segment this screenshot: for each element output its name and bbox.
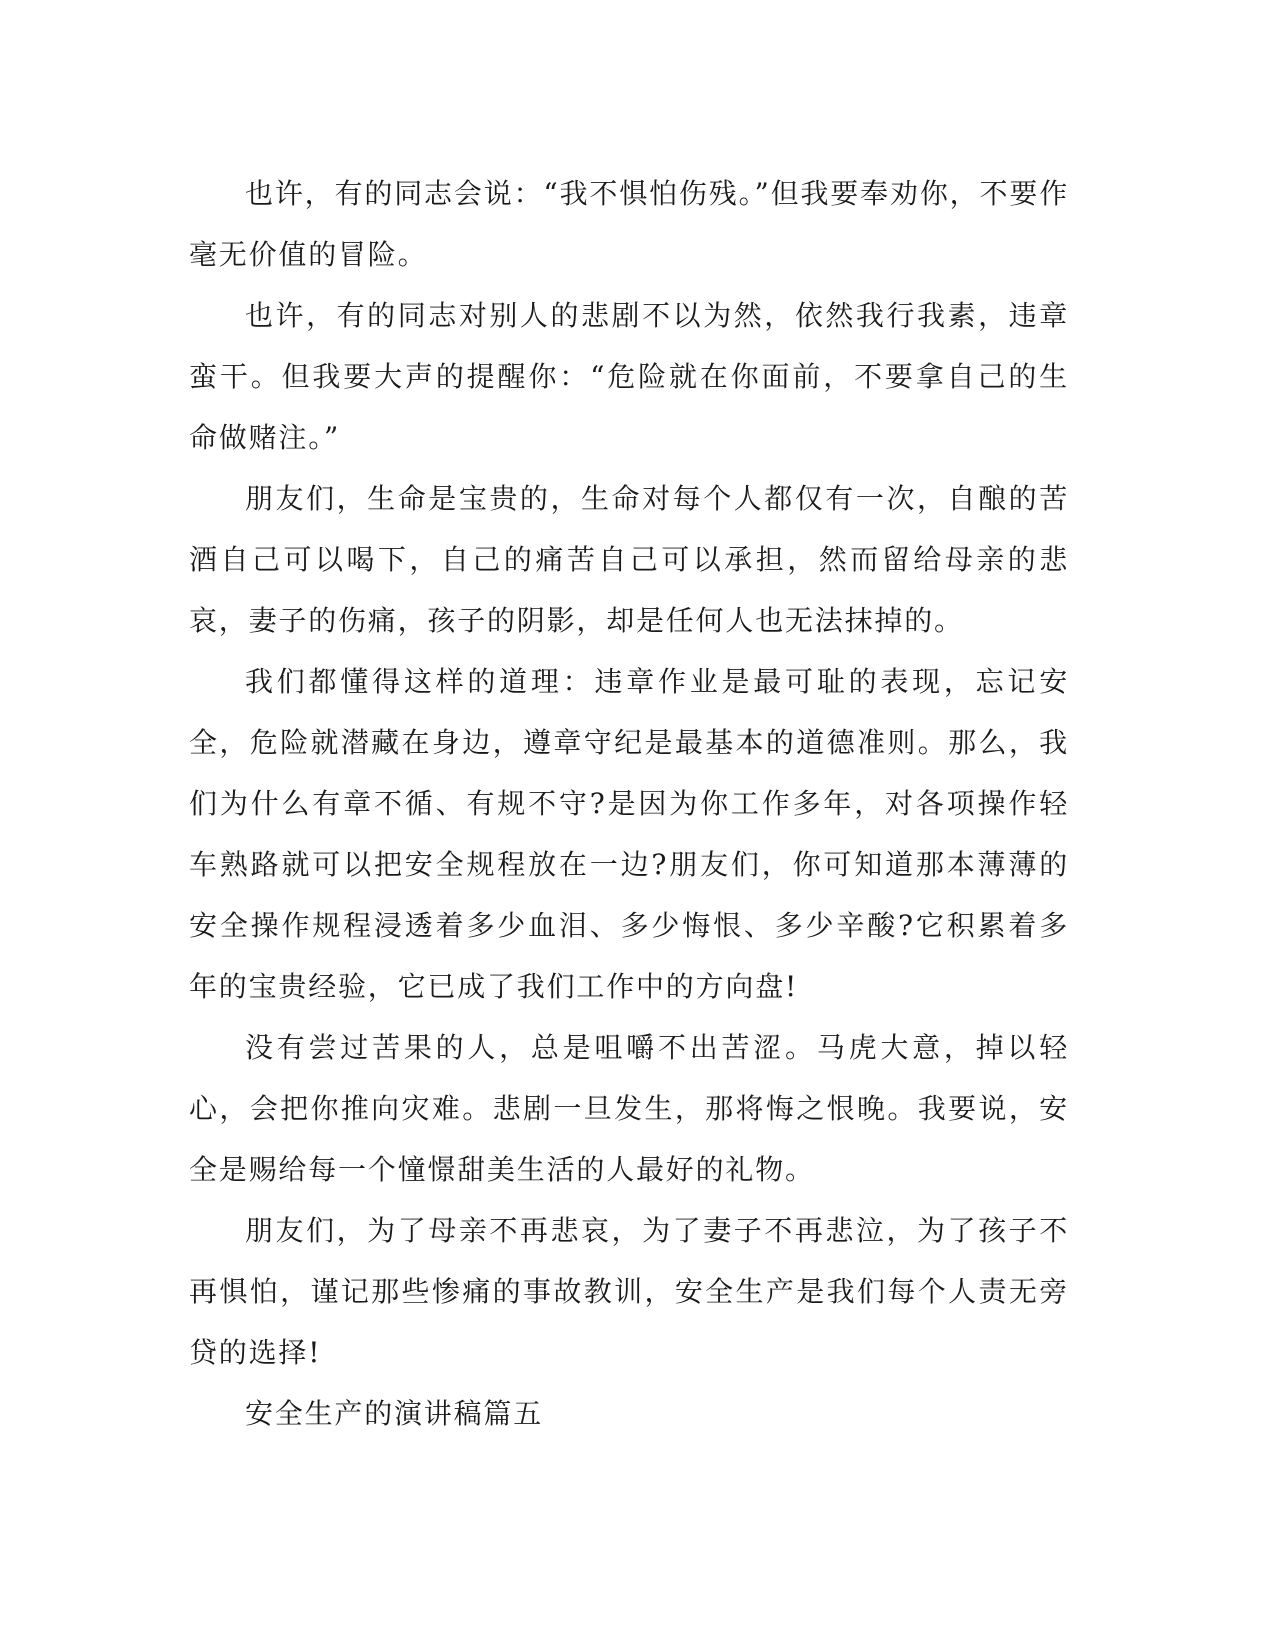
paragraph: 我们都懂得这样的道理：违章作业是最可耻的表现，忘记安全，危险就潜藏在身边，遵章守纪是最基本的道德准则。那么，我们为什么有章不循、有规不守?是因为你工作多年，对各项操作轻车熟路就可以把安全规程放在一边?朋友们，你可知道那本薄薄的安全操作规程浸透着多少血泪、多少悔恨、多少辛酸?它积累着多年的宝贵经验，它已成了我们工作中的方向盘!: [189, 665, 1069, 1003]
paragraph: 没有尝过苦果的人，总是咀嚼不出苦涩。马虎大意，掉以轻心，会把你推向灾难。悲剧一旦发生，那将悔之恨晚。我要说，安全是赐给每一个憧憬甜美生活的人最好的礼物。: [189, 1031, 1069, 1186]
paragraph: 也许，有的同志对别人的悲剧不以为然，依然我行我素，违章蛮干。但我要大声的提醒你：“危险就在你面前，不要拿自己的生命做赌注。”: [189, 299, 1069, 454]
paragraph: 朋友们，为了母亲不再悲哀，为了妻子不再悲泣，为了孩子不再惧怕，谨记那些惨痛的事故教训，安全生产是我们每个人责无旁贷的选择!: [189, 1214, 1069, 1369]
section-heading: 安全生产的演讲稿篇五: [245, 1397, 544, 1430]
paragraph: 也许，有的同志会说：“我不惧怕伤残。”但我要奉劝你，不要作毫无价值的冒险。: [189, 177, 1069, 271]
document-body: [189, 163, 1069, 1444]
paragraph: 朋友们，生命是宝贵的，生命对每个人都仅有一次，自酿的苦酒自己可以喝下，自己的痛苦自己可以承担，然而留给母亲的悲哀，妻子的伤痛，孩子的阴影，却是任何人也无法抹掉的。: [189, 482, 1069, 637]
